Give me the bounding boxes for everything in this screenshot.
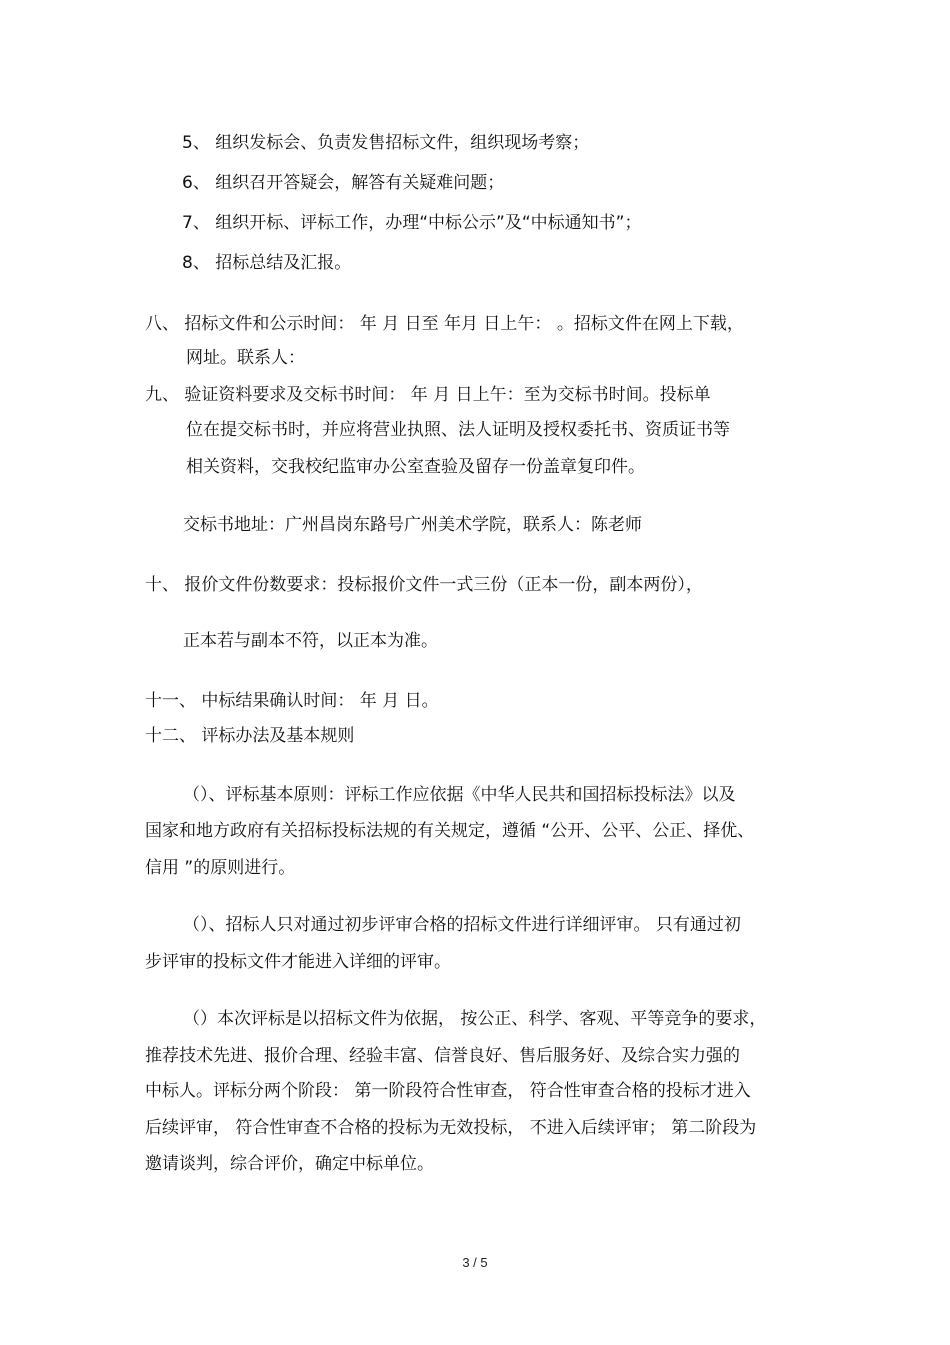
text-line: （）、招标人只对通过初步评审合格的招标文件进行详细评审。 只有通过初 (183, 915, 741, 935)
text-line: 5、 组织发标会、负责发售招标文件，组织现场考察； (182, 133, 590, 153)
text-line: 中标人。评标分两个阶段： 第一阶段符合性审查， 符合性审查合格的投标才进入 (145, 1081, 751, 1101)
text-line: 8、 招标总结及汇报。 (182, 253, 352, 273)
text-line: 十二、 评标办法及基本规则 (145, 726, 355, 746)
text-line: 后续评审， 符合性审查不合格的投标为无效投标， 不进入后续评审； 第二阶段为 (145, 1118, 757, 1138)
text-line: 邀请谈判，综合评价，确定中标单位。 (145, 1154, 434, 1174)
text-line: 6、 组织召开答疑会，解答有关疑难问题； (182, 173, 505, 193)
text-line: 信用 ”的原则进行。 (145, 858, 296, 878)
text-line: 7、 组织开标、评标工作，办理“中标公示”及“中标通知书”； (182, 213, 642, 233)
text-line: 网址。联系人： (186, 348, 305, 368)
text-line: 推荐技术先进、报价合理、经验丰富、信誉良好、售后服务好、及综合实力强的 (145, 1046, 740, 1066)
text-line: 九、 验证资料要求及交标书时间： 年 月 日上午：至为交标书时间。投标单 (145, 385, 711, 405)
text-line: 正本若与副本不符，以正本为准。 (183, 631, 438, 651)
text-line: 位在提交标书时，并应将营业执照、法人证明及授权委托书、资质证书等 (186, 420, 730, 440)
text-line: 交标书地址：广州昌岗东路号广州美术学院，联系人：陈老师 (183, 515, 642, 535)
text-line: 十、 报价文件份数要求：投标报价文件一式三份（正本一份，副本两份）， (145, 575, 703, 595)
text-line: 步评审的投标文件才能进入详细的评审。 (145, 952, 451, 972)
text-line: （）、评标基本原则：评标工作应依据《中华人民共和国招标投标法》以及 (183, 785, 736, 805)
text-line: 十一、 中标结果确认时间： 年 月 日。 (145, 691, 439, 711)
page-indicator: 3 / 5 (462, 1255, 488, 1270)
text-line: 相关资料，交我校纪监审办公室查验及留存一份盖章复印件。 (186, 457, 645, 477)
text-line: 国家和地方政府有关招标投标法规的有关规定，遵循 “公开、公平、公正、择优、 (145, 821, 755, 841)
text-line: （）本次评标是以招标文件为依据， 按公正、科学、客观、平等竞争的要求， (183, 1009, 767, 1029)
text-line: 八、 招标文件和公示时间： 年 月 日至 年月 日上午： 。招标文件在网上下载， (145, 314, 744, 334)
